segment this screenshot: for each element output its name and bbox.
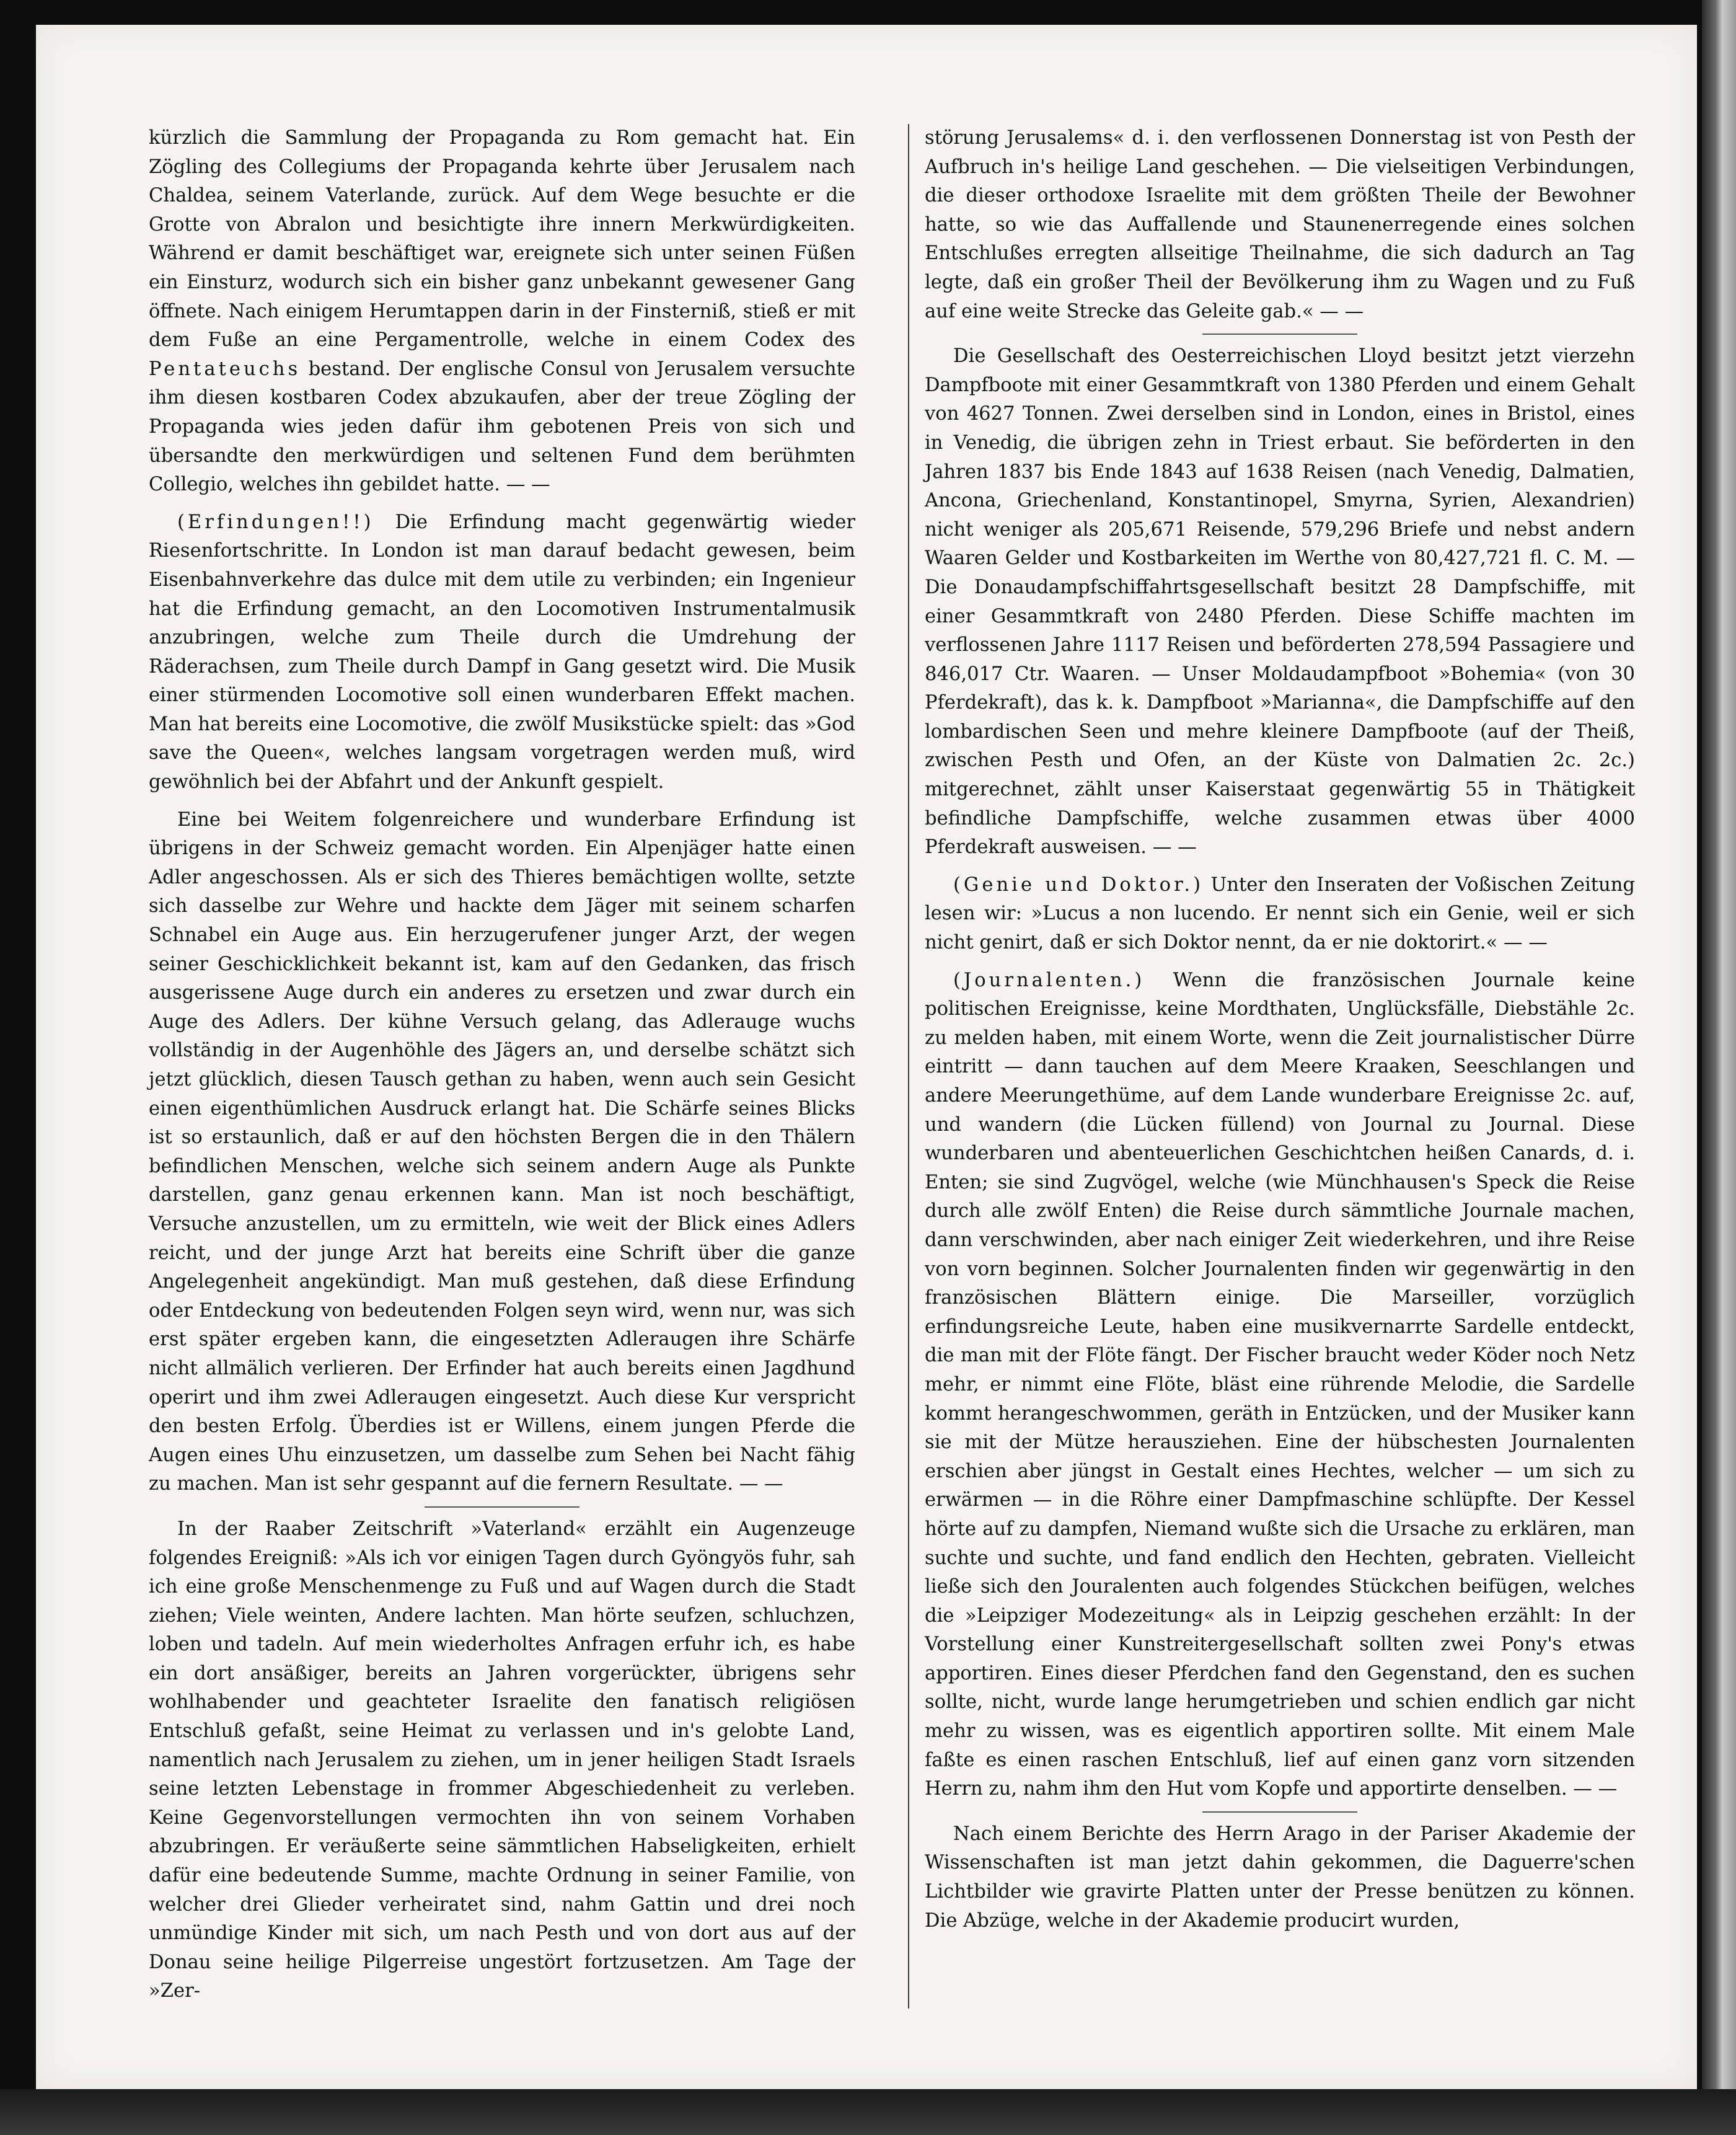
column-divider [908,124,909,2009]
article-text: Wenn die französischen Journale keine politischen Ereignisse, keine Mordthaten, Unglücksfälle, Diebstähle 2c. zu melden haben, mit einem Worte, wenn die Zeit journalistischer Dürre eintritt — dann tauchen auf dem Meere Kraaken, Seeschlangen und andere Meerungethüme, auf dem Lande wunderbare Ereignisse 2c. auf, und wandern (die Lücken füllend) von Journal zu Journal. Diese wunderbaren und abenteuerlichen Geschichtchen heißen Canards, d. i. Enten; sie sind Zugvögel, welche (wie Münchhausen's Speck die Reise durch alle zwölf Enten) die Reise durch sämmtliche Journale machen, dann verschwinden, aber nach einiger Zeit wiederkehren, und ihre Reise von vorn beginnen. Solcher Journalenten finden wir gegenwärtig in den französischen Blättern einige. Die Marseiller, vorzüglich erfindungsreiche Leute, haben eine musikvernarrte Sardelle entdeckt, die man mit der Flöte fängt. Der Fischer braucht weder Köder noch Netz mehr, er nimmt eine Flöte, bläst eine rührende Melodie, die Sardelle kommt herangeschwommen, geräth in Entzücken, und der Musiker kann sie mit der Mütze herausziehen. Eine der hübschesten Journalenten erschien aber jüngst in Gestalt eines Hechtes, welcher — um sich zu erwärmen — in die Röhre einer Dampfmaschine schlüpfte. Der Kessel hörte auf zu dampfen, Niemand wußte sich die Ursache zu erklären, man suchte und suchte, und fand endlich den Hechten, gebraten. Vielleicht ließe sich den Jouralenten auch folgendes Stückchen beifügen, welches die »Leipziger Modezeitung« als in Leipzig geschehen erzählt: In der Vorstellung einer Kunstreitergesellschaft sollten zwei Pony's etwas apportiren. Eines dieser Pferdchen fand den Gegenstand, den es suchen sollte, nicht, wurde lange herumgetrieben und schien endlich gar nicht mehr zu wissen, was es eigentlich apportiren sollte. Mit einem Male faßte es einen raschen Entschluß, lief auf einen ganz vorn sitzenden Herrn zu, nahm ihm den Hut vom Kopfe und apportirte denselben. — — [925,969,1635,1800]
separator-rule [1202,1811,1357,1813]
article-erfindungen [149,508,855,797]
article-text: Nach einem Berichte des Herrn Arago in der Pariser Akademie der Wissenschaften ist man jetzt dahin gekommen, die Daguerre'schen Lichtbilder wie gravirte Platten unter der Presse benützen zu können. Die Abzüge, welche in der Akademie producirt wurden, [925,1823,1635,1932]
article-text: störung Jerusalems« d. i. den verflossenen Donnerstag ist von Pesth der Aufbruch in's heilige Land geschehen. — Die vielseitigen Verbindungen, die dieser orthodoxe Israelite mit dem größten Theile der Bewohner hatte, so wie das Auffallende und Staunenerregende eines solchen Entschlußes erregten allseitige Theilnahme, die sich dadurch an Tag legte, daß ein großer Theil der Bevölkerung ihm zu Wagen und zu Fuß auf eine weite Strecke das Geleite gab.« — — [925,127,1635,322]
article-vaterland [149,1515,855,2006]
article-text: Die Erfindung macht gegenwärtig wieder Riesenfortschritte. In London ist man darauf bedacht gewesen, beim Eisenbahnverkehre das dulce mit dem utile zu verbinden; ein Ingenieur hat die Erfindung gemacht, an den Locomotiven Instrumentalmusik anzubringen, welche zum Theile durch die Umdrehung der Räderachsen, zum Theile durch Dampf in Gang gesetzt wird. Die Musik einer stürmenden Locomotive soll einen wunderbaren Effekt machen. Man hat bereits eine Locomotive, die zwölf Musikstücke spielt: das »God save the Queen«, welches langsam vorgetragen werden muß, wird gewöhnlich bei der Abfahrt und der Ankunft gespielt. [149,511,855,793]
article-vaterland-continued [925,124,1635,326]
article-text: bestand. Der englische Consul von Jerusalem versuchte ihm diesen kostbaren Codex abzukaufen, aber der treue Zögling der Propaganda wies jeden dafür ihm gebotenen Preis von sich und übersandte den merkwürdigen und seltenen Fund dem berühmten Collegio, welches ihn gebildet hatte. — — [149,358,855,496]
spaced-word: Pentateuchs [149,358,301,380]
article-heading: (Erfindungen!!) [177,511,374,533]
article-text: Unter den Inseraten der Voßischen Zeitung lesen wir: »Lucus a non lucendo. Er nennt sich ein Genie, weil er sich nicht genirt, daß er sich Doktor nennt, da er nie doktorirt.« — — [925,873,1636,954]
right-column [925,124,1635,1935]
article-text: kürzlich die Sammlung der Propaganda zu Rom gemacht hat. Ein Zögling des Collegiums der Propaganda kehrte über Jerusalem nach Chaldea, seinem Vaterlande, zurück. Auf dem Wege besuchte er die Grotte von Abralon und besichtigte ihre innern Merkwürdigkeiten. Während er damit beschäftiget war, ereignete sich unter seinen Füßen ein Einsturz, wodurch sich ein bisher ganz unbekannt gewesener Gang öffnete. Nach einigem Herumtappen darin in der Finsterniß, stieß er mit dem Fuße an eine Pergamentrolle, welche in einem Codex des [149,127,855,351]
article-arago [925,1820,1635,1935]
scanner-bottom-edge [0,2089,1736,2135]
article-text: Die Gesellschaft des Oesterreichischen Lloyd besitzt jetzt vierzehn Dampfboote mit einer Gesammtkraft von 1380 Pferden und einem Gehalt von 4627 Tonnen. Zwei derselben sind in London, eines in Bristol, eines in Venedig, die übrigen zehn in Triest erbaut. Sie beförderten in den Jahren 1837 bis Ende 1843 auf 1638 Reisen (nach Venedig, Dalmatien, Ancona, Griechenland, Konstantinopel, Smyrna, Syrien, Alexandrien) nicht weniger als 205,671 Reisende, 579,296 Briefe und nebst andern Waaren Gelder und Kostbarkeiten im Werthe von 80,427,721 fl. C. M. — Die Donaudampfschiffahrtsgesellschaft besitzt 28 Dampfschiffe, mit einer Gesammtkraft von 2480 Pferden. Diese Schiffe machten im verflossenen Jahre 1117 Reisen und beförderten 278,594 Passagiere und 846,017 Ctr. Waaren. — Unser Moldaudampfboot »Bohemia« (von 30 Pferdekraft), das k. k. Dampfboot »Marianna«, die Dampfschiffe auf den lombardischen Seen und mehre kleinere Dampfboote (auf der Theiß, zwischen Pesth und Ofen, an der Küste von Dalmatien 2c. 2c.) mitgerechnet, zählt unser Kaiserstaat gegenwärtig 55 in Thätigkeit befindliche Dampfschiffe, welche zusammen etwas über 4000 Pferdekraft ausweisen. — — [925,345,1635,859]
article-text: In der Raaber Zeitschrift »Vaterland« erzählt ein Augenzeuge folgendes Ereigniß: »Als ich vor einigen Tagen durch Gyöngyös fuhr, sah ich eine große Menschenmenge zu Fuß und auf Wagen durch die Stadt ziehen; Viele weinten, Andere lachten. Man hörte seufzen, schluchzen, loben und tadeln. Auf mein wiederholtes Anfragen erfuhr ich, es habe ein dort ansäßiger, bereits an Jahren vorgerückter, übrigens sehr wohlhabender und geachteter Israelite den fanatisch religiösen Entschluß gefaßt, seine Heimat zu verlassen und in's gelobte Land, namentlich nach Jerusalem zu ziehen, um in jener heiligen Stadt Israels seine letzten Lebenstage in frommer Abgeschiedenheit zu verleben. Keine Gegenvorstellungen vermochten ihn von seinem Vorhaben abzubringen. Er veräußerte seine sämmtlichen Habseligkeiten, erhielt dafür eine bedeutende Summe, machte Ordnung in seiner Familie, von welcher drei Glieder verheiratet sind, nahm Gattin und drei noch unmündige Kinder mit sich, um nach Pesth und von dort aus auf der Donau seine heilige Pilgerreise ungestört fortzusetzen. Am Tage der »Zer- [149,1518,855,2002]
article-heading: (Journalenten.) [953,969,1145,991]
article-text: Eine bei Weitem folgenreichere und wunderbare Erfindung ist übrigens in der Schweiz gemacht worden. Ein Alpenjäger hatte einen Adler angeschossen. Als er sich des Thieres bemächtigen wollte, setzte sich dasselbe zur Wehre und hackte dem Jäger mit seinem scharfen Schnabel ein Auge aus. Ein herzugerufener junger Arzt, der wegen seiner Geschicklichkeit bekannt ist, kam auf den Gedanken, das frisch ausgerissene Auge durch ein anderes zu ersetzen und zwar durch ein Auge des Adlers. Der kühne Versuch gelang, das Adlerauge wuchs vollständig in der Augenhöhle des Jägers an, und derselbe schätzt sich jetzt glücklich, diesen Tausch gethan zu haben, wenn auch sein Gesicht einen eigenthümlichen Ausdruck erlangt hat. Die Schärfe seines Blicks ist so erstaunlich, daß er auf den höchsten Bergen die in den Thälern befindlichen Menschen, welche sich seinem andern Auge als Punkte darstellen, ganz genau erkennen kann. Man ist noch beschäftigt, Versuche anzustellen, um zu ermitteln, wie weit der Blick eines Adlers reicht, und der junge Arzt hat bereits eine Schrift über die ganze Angelegenheit angekündigt. Man muß gestehen, daß diese Erfindung oder Entdeckung von bedeutenden Folgen seyn wird, wenn nur, was sich erst später ergeben kann, die eingesetzten Adleraugen ihre Schärfe nicht allmälich verlieren. Der Erfinder hat auch bereits einen Jagdhund operirt und ihm zwei Adleraugen eingesetzt. Auch diese Kur verspricht den besten Erfolg. Überdies ist er Willens, einem jungen Pferde die Augen eines Uhu einzusetzen, um dasselbe zum Sehen bei Nacht fähig zu machen. Man ist sehr gespannt auf die fernern Resultate. — — [149,808,855,1495]
article-heading: (Genie und Doktor.) [953,873,1204,896]
article-adlerauge [149,806,855,1499]
article-journalenten [925,966,1635,1804]
separator-rule [1202,334,1357,335]
article-propaganda-codex [149,124,855,500]
separator-rule [425,1506,579,1508]
left-column [149,124,855,2006]
page-edge [1702,0,1736,2135]
article-lloyd [925,342,1635,862]
article-genie-doktor [925,871,1635,958]
